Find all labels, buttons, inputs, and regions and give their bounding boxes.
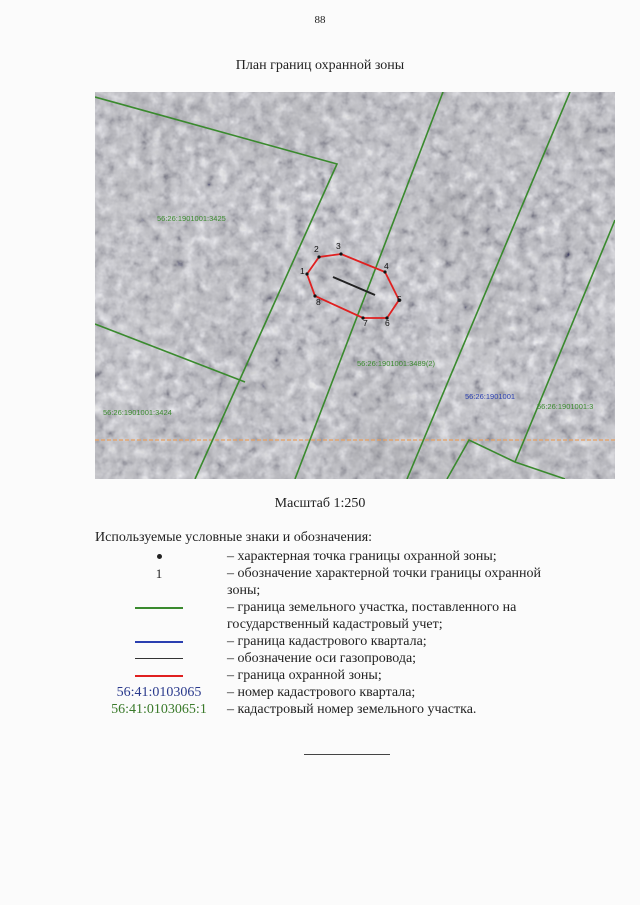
legend-row-quarter-number (95, 684, 575, 701)
point-label-7: 7 (363, 318, 368, 328)
point-marker (317, 255, 320, 258)
parcel-label-3425: 56:26:1901001:3425 (157, 214, 226, 223)
legend-text: – граница охранной зоны; (227, 668, 382, 683)
blue-line-icon (135, 641, 183, 643)
legend-row-protection-zone (95, 667, 575, 684)
point-label-3: 3 (336, 241, 341, 251)
legend-title: Используемые условные знаки и обозначения: (95, 530, 373, 545)
legend-text: – граница земельного участка, поставленного на государственный кадастровый учет; (227, 600, 517, 632)
legend-text: – номер кадастрового квартала; (227, 685, 416, 700)
legend-row-point (95, 548, 575, 565)
parcel-number-symbol: 56:41:0103065:1 (111, 702, 207, 717)
plan-title: План границ охранной зоны (235, 58, 405, 73)
point-number-symbol: 1 (155, 566, 163, 581)
point-symbol-icon (157, 554, 162, 559)
legend-row-gas-axis (95, 650, 575, 667)
legend-row-quarter-boundary (95, 633, 575, 650)
black-line-icon (135, 658, 183, 659)
legend-row-parcel-boundary (95, 599, 575, 633)
boundary-map (95, 92, 615, 479)
footer-divider (304, 754, 390, 755)
legend-text: – обозначение характерной точки границы охранной зоны; (227, 566, 542, 598)
point-marker (339, 252, 342, 255)
quarter-label: 56:26:1901001 (465, 392, 516, 401)
legend-row-parcel-number (95, 701, 575, 718)
parcel-label-3489: 56:26:1901001:3489(2) (357, 359, 435, 368)
scale-label: Масштаб 1:250 (274, 496, 366, 511)
parcel-label-3424: 56:26:1901001:3424 (103, 408, 172, 417)
point-label-1: 1 (300, 266, 305, 276)
page-number: 88 (314, 14, 326, 26)
green-line-icon (135, 607, 183, 609)
point-marker (305, 272, 308, 275)
parcel-label-right: 56:26:1901001:3 (537, 402, 594, 411)
quarter-number-symbol: 56:41:0103065 (116, 685, 202, 700)
legend-text: – обозначение оси газопровода; (227, 651, 417, 666)
point-label-4: 4 (384, 261, 389, 271)
legend (95, 548, 575, 718)
point-label-8: 8 (316, 297, 321, 307)
legend-text: – кадастровый номер земельного участка. (227, 702, 477, 717)
legend-text: – граница кадастрового квартала; (227, 634, 427, 649)
point-label-6: 6 (385, 318, 390, 328)
legend-text: – характерная точка границы охранной зоны; (227, 549, 497, 564)
legend-row-point-number (95, 565, 575, 599)
point-label-2: 2 (314, 244, 319, 254)
red-line-icon (135, 675, 183, 677)
point-label-5: 5 (397, 294, 402, 304)
